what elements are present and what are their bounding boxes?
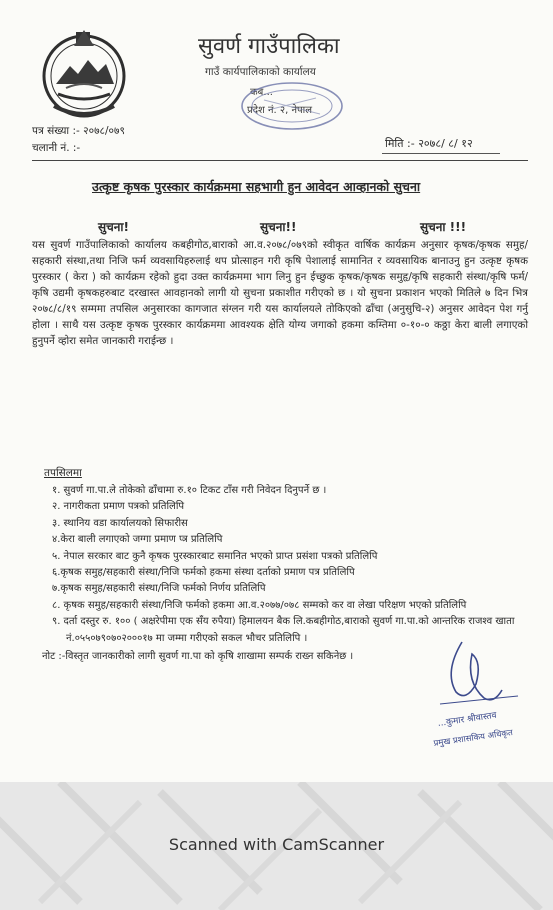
letter-number: पत्र संख्या :- २०७८/०७९ bbox=[32, 125, 125, 137]
list-item: ३. स्थानिय वडा कार्यालयको सिफारीस bbox=[52, 517, 188, 529]
list-item: ५. नेपाल सरकार बाट कुनै कृषक पुरस्कारबाट समानित भएको प्राप्त प्रसंशा पत्रको प्रतिलिपि bbox=[52, 550, 378, 562]
notice-body: यस सुवर्ण गाउँपालिकाको कार्यालय कबहीगोठ,बाराको आ.व.२०७८/०७९को स्वीकृत वार्षिक कार्यक्रम अनुसार कृषक/कृषक समुह/सहकारी संस्था,तथा निजि फर्म व्यवसायिहरुलाई थप प्रोत्साहन गरी कृषि पेशालाई सामानित र व्यवसायिक बानाउनु हुन उत्कृष्ट कृषक पुरस्कार ( केरा ) को कार्यक्रम रहेको हुदा उक्त कार्यक्रममा भाग लिनु हुन ईच्छुक कृषक/कृषक समुहृ/कृषि सहकारी संस्था/कृषि फर्म/कृषि उद्यमी कृषकहरुबाट दरखास्त आवहानको लागी यो सुचना प्रकाशीत गरीएको छ । यो सुचना प्रकाशन भएको मितिले ७ दिन भित्र २०७८/८/१९ सम्ममा तपसिल अनुसारका कागजात संग्लन गरी यस कार्यालयले तोकिएको ढाँचा (अनुसुचि-२) अनुसर आवेदन पेश गर्नु होला । साथै यस उत्कृष्ट कृषक पुरस्कार कार्यक्रममा आवश्यक क्षेति योग्य जगाको हकमा कम्तिमा ०-१०-० कठ्ठा केरा बाली लगाएको हुनुपर्ने व्होरा समेत जानकारी गराईन्छ । bbox=[32, 239, 528, 347]
date-underline bbox=[382, 153, 500, 154]
list-item: ८. कृषक समुह/सहकारी संस्था/निजि फर्मको हकमा आ.व.२०७७/०७८ सम्मको कर वा लेखा परिक्षण भएको प्रतिलिपि bbox=[52, 599, 467, 611]
organization-name: सुवर्ण गाउँपालिका bbox=[198, 34, 340, 59]
notice-label-2: सुचना!! bbox=[260, 220, 297, 234]
list-item: ६.कृषक समुह/सहकारी संस्था/निजि फर्मको हकमा संस्था दर्ताको प्रमाण पत्र प्रतिलिपि bbox=[52, 567, 355, 579]
list-heading: तपसिलमा bbox=[44, 467, 82, 479]
office-address: कब... bbox=[250, 87, 273, 98]
signature-block bbox=[432, 632, 524, 752]
list-item: १. सुवर्ण गा.पा.ले तोकेको ढाँचामा रु.१० टिकट टाँस गरी निवेदन दिनुपर्ने छ । bbox=[52, 485, 327, 496]
list-item: ४.केरा बाली लगाएको जग्गा प्रमाण प्त्र प्रतिलिपि bbox=[52, 534, 223, 546]
nepal-government-emblem bbox=[36, 26, 132, 122]
office-name: गाउँ कार्यपालिकाको कार्यालय bbox=[205, 66, 316, 78]
dispatch-number: चलानी नं. :- bbox=[32, 142, 81, 154]
notice-label-1: सुचना! bbox=[98, 220, 129, 234]
list-item: २. नागरीकता प्रमाण पत्रको प्रतिलिपि bbox=[52, 501, 185, 513]
requirements-list bbox=[52, 483, 532, 647]
list-item: ७.कृषक समुह/सहकारी संस्था/निजि फर्मको निर्णय प्रतिलिपि bbox=[52, 583, 266, 595]
office-stamp bbox=[238, 80, 346, 132]
letter-date: मिति :- २०७८/ ८/ १२ bbox=[385, 137, 473, 150]
signatory-title: प्रमुख प्रशासकिय अधिकृत bbox=[433, 727, 514, 749]
note-line: नोट :-विस्तृत जानकारीको लागी सुवर्ण गा.पा को कृषि शाखामा सम्पर्क राख्न सकिनेछ । bbox=[42, 651, 354, 662]
camscanner-watermark: Scanned with CamScanner bbox=[168, 835, 385, 854]
header-rule bbox=[32, 160, 528, 161]
document-title: उत्कृष्ट कृषक पुरस्कार कार्यक्रममा सहभागी हुन आवेदन आव्हानको सुचना bbox=[92, 179, 421, 194]
signatory-name: ...कुमार श्रीवास्तव bbox=[437, 710, 498, 729]
province-line: प्रदेश नं. २, नेपाल bbox=[247, 105, 313, 116]
list-item: ९. दर्ता दस्तुर रु. १०० ( अक्षरेपीमा एक सँय रुपैया) हिमालयन बैक लि.कबहीगोठ,बाराको सुवर्ण गा.पा.को आन्तरिक राजश्व खाता नं.०५५०७९०७०२०००१७ मा जम्मा गरीएको सकल भौचर प्रतिलिपि । bbox=[52, 616, 515, 644]
notice-label-3: सुचना !!! bbox=[420, 220, 467, 234]
